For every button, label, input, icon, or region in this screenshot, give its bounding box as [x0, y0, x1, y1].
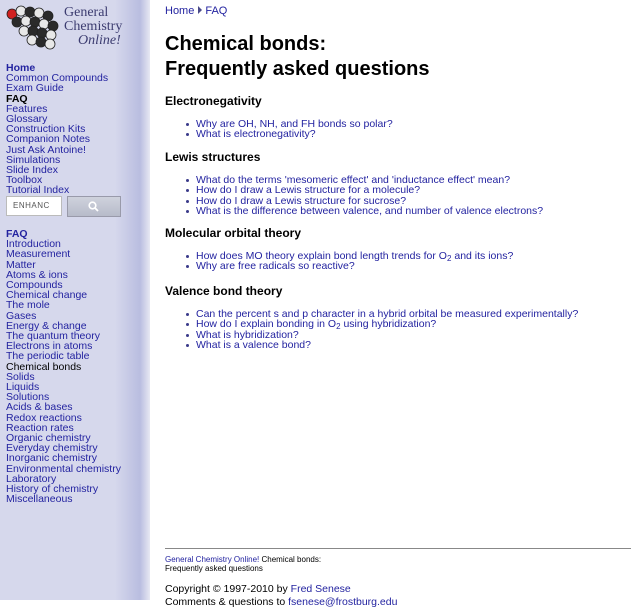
logo-text-online: Online! [78, 33, 121, 48]
footer-home-link[interactable]: General Chemistry Online! [165, 555, 260, 564]
sidebar-item-slide-index[interactable]: Slide Index [6, 164, 58, 177]
copyright [165, 583, 351, 595]
question-link[interactable]: How do I draw a Lewis structure for a molecule? [196, 185, 543, 195]
topic-item-environmental-chemistry[interactable]: Environmental chemistry [6, 462, 121, 475]
sidebar-item-just-ask-antoine[interactable]: Just Ask Antoine! [6, 143, 86, 156]
sidebar-item-home[interactable]: Home [6, 62, 36, 74]
question-link[interactable]: What is hybridization? [196, 330, 578, 340]
subscript: 2 [446, 254, 452, 263]
site-nav [6, 63, 108, 196]
breadcrumb-arrow-icon [198, 6, 202, 14]
page-title [165, 32, 430, 82]
topic-item-inorganic-chemistry[interactable]: Inorganic chemistry [6, 452, 98, 465]
logo-text-general: General [64, 5, 109, 20]
sidebar-item-faq[interactable]: FAQ [6, 92, 28, 105]
question-link[interactable]: What do the terms 'mesomeric effect' and 'inductance effect' mean? [196, 175, 543, 185]
question-list [196, 175, 543, 216]
email-link[interactable]: fsenese@frostburg.edu [288, 596, 398, 608]
question-text: using hybridization? [340, 318, 437, 331]
footer-breadcrumb [165, 555, 321, 573]
topic-item-compounds[interactable]: Compounds [6, 279, 63, 292]
comments-line [165, 596, 397, 608]
question-link[interactable]: How do I draw a Lewis structure for sucrose? [196, 196, 543, 206]
comments-text: Comments & questions to [165, 596, 289, 608]
sidebar-item-exam-guide[interactable]: Exam Guide [6, 82, 64, 95]
question-text: How does MO theory explain bond length trends for O [196, 250, 447, 262]
question-text: and its ions? [451, 250, 514, 262]
question-link[interactable]: Why are free radicals so reactive? [196, 261, 513, 271]
sidebar-item-features[interactable]: Features [6, 102, 48, 115]
topic-item-faq[interactable]: FAQ [6, 228, 28, 240]
topic-item-liquids[interactable]: Liquids [6, 381, 40, 394]
topic-item-the-periodic-table[interactable]: The periodic table [6, 350, 90, 363]
topic-item-matter[interactable]: Matter [6, 258, 36, 271]
logo-text-chemistry: Chemistry [64, 19, 123, 34]
topic-item-introduction[interactable]: Introduction [6, 238, 61, 251]
topic-item-electrons-in-atoms[interactable]: Electrons in atoms [6, 340, 93, 353]
topic-item-laboratory[interactable]: Laboratory [6, 472, 57, 485]
breadcrumb-home[interactable]: Home [165, 5, 195, 17]
question-link[interactable]: What is a valence bond? [196, 340, 578, 350]
sidebar-item-tutorial-index[interactable]: Tutorial Index [6, 184, 70, 197]
question-link[interactable]: What is the difference between valence, and number of valence electrons? [196, 204, 544, 217]
topic-item-atoms-ions[interactable]: Atoms & ions [6, 268, 68, 281]
page-title-line2: Frequently asked questions [165, 58, 430, 80]
topic-item-reaction-rates[interactable]: Reaction rates [6, 421, 74, 434]
breadcrumb-faq[interactable]: FAQ [205, 5, 228, 17]
section-heading: Valence bond theory [165, 284, 283, 298]
topic-item-redox-reactions[interactable]: Redox reactions [6, 411, 82, 424]
search-button[interactable] [67, 196, 121, 217]
page-title-line1: Chemical bonds: [165, 33, 327, 55]
topic-nav [6, 229, 121, 504]
site-logo[interactable] [6, 4, 126, 50]
section-heading: Molecular orbital theory [165, 226, 302, 240]
sidebar-item-glossary[interactable]: Glossary [6, 113, 48, 126]
sidebar-item-common-compounds[interactable]: Common Compounds [6, 72, 109, 85]
sidebar [0, 0, 150, 600]
sidebar-item-simulations[interactable]: Simulations [6, 153, 61, 166]
sidebar-item-companion-notes[interactable]: Companion Notes [6, 133, 91, 146]
sidebar-item-construction-kits[interactable]: Construction Kits [6, 123, 86, 136]
question-link[interactable]: Can the percent s and p character in a hybrid orbital be measured experimentally? [196, 308, 579, 320]
topic-item-the-quantum-theory[interactable]: The quantum theory [6, 330, 100, 343]
question-list [196, 119, 393, 140]
search-box [6, 196, 121, 218]
topic-item-gases[interactable]: Gases [6, 309, 37, 322]
topic-item-the-mole[interactable]: The mole [6, 299, 50, 312]
author-link[interactable]: Fred Senese [290, 583, 351, 595]
footer-crumb-text: Chemical bonds: [259, 555, 322, 564]
breadcrumb [165, 5, 227, 17]
question-text: How do I explain bonding in O [196, 318, 337, 331]
subscript: 2 [336, 322, 341, 332]
topic-item-organic-chemistry[interactable]: Organic chemistry [6, 432, 91, 445]
search-icon [88, 201, 99, 212]
section-heading: Lewis structures [165, 150, 261, 164]
topic-item-everyday-chemistry[interactable]: Everyday chemistry [6, 442, 98, 455]
topic-item-solutions[interactable]: Solutions [6, 391, 50, 404]
topic-item-solids[interactable]: Solids [6, 370, 35, 383]
sidebar-item-toolbox[interactable]: Toolbox [6, 174, 43, 187]
molecule-logo-icon [6, 4, 62, 50]
topic-item-measurement[interactable]: Measurement [6, 248, 71, 261]
question-link[interactable]: What is electronegativity? [196, 129, 393, 139]
topic-item-acids-bases[interactable]: Acids & bases [6, 401, 73, 414]
copyright-text: Copyright © 1997-2010 by [165, 583, 291, 595]
search-input[interactable]: ENHANC [6, 196, 62, 216]
footer-crumb-text2: Frequently asked questions [165, 564, 263, 573]
footer-divider [165, 548, 631, 549]
question-list [196, 309, 578, 350]
section-heading: Electronegativity [165, 94, 262, 108]
question-list [196, 251, 513, 272]
topic-item-miscellaneous[interactable]: Miscellaneous [6, 493, 73, 506]
topic-item-chemical-change[interactable]: Chemical change [6, 289, 88, 302]
question-link[interactable]: Why are OH, NH, and FH bonds so polar? [196, 118, 393, 130]
topic-item-energy-change[interactable]: Energy & change [6, 319, 87, 332]
topic-item-history-of-chemistry[interactable]: History of chemistry [6, 483, 99, 496]
topic-item-chemical-bonds[interactable]: Chemical bonds [6, 360, 82, 373]
